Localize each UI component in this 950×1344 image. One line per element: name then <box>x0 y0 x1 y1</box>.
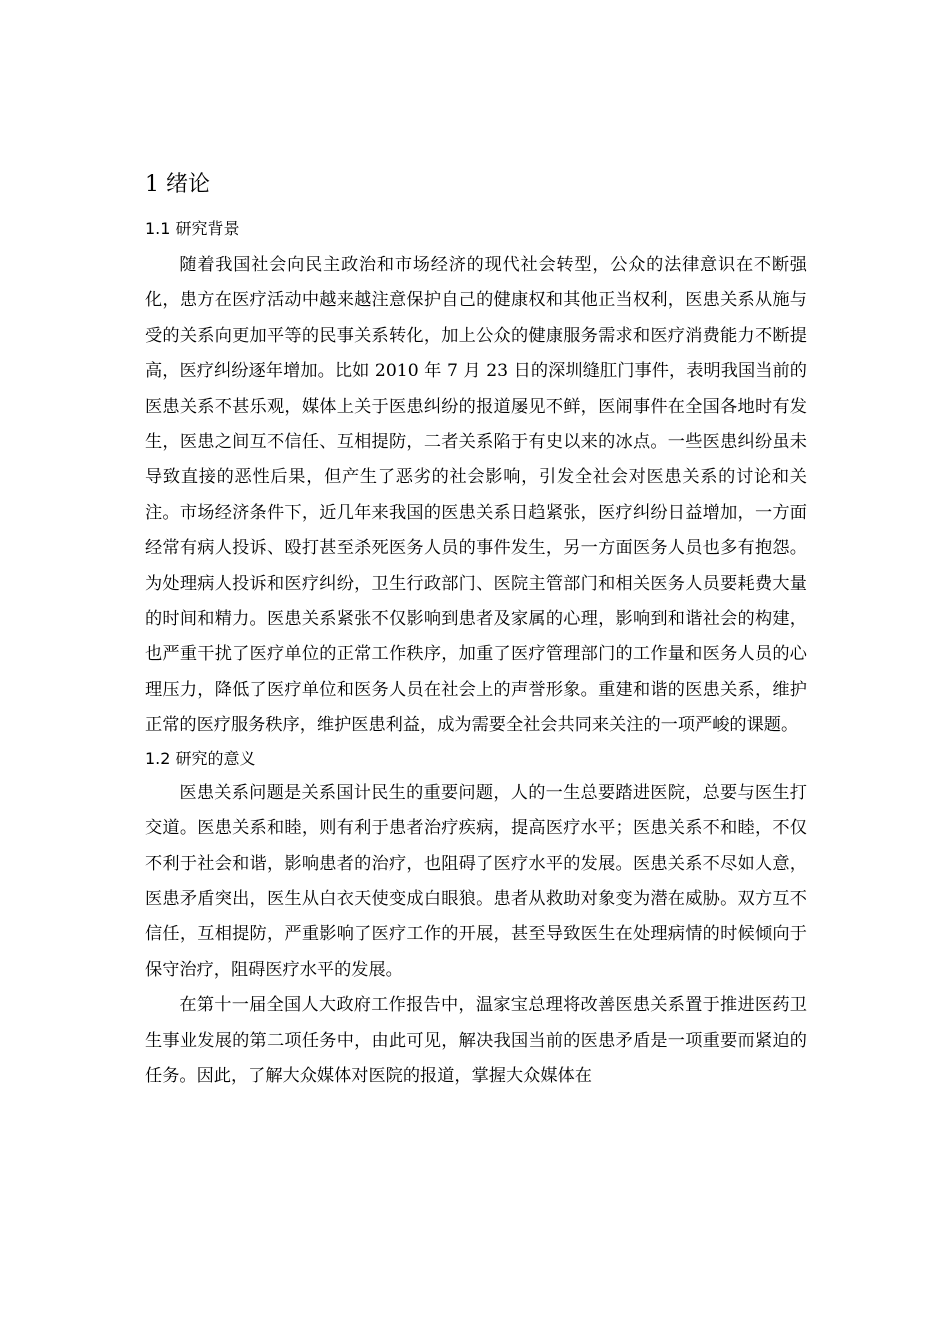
section-heading-significance: 1.2 研究的意义 <box>145 748 256 768</box>
chapter-title: 1 绪论 <box>145 172 210 197</box>
paragraph-background: 随着我国社会向民主政治和市场经济的现代社会转型，公众的法律意识在不断强化，患方在医疗活动中越来越注意保护自己的健康权和其他正当权利，医患关系从施与受的关系向更加平等的民事关系转化，加上公众的健康服务需求和医疗消费能力不断提高，医疗纠纷逐年增加。比如 2010 年 7 月 23 日的深圳缝肛门事件，表明我国当前的医患关系不甚乐观，媒体上关于医患纠纷的报道屡见不鲜，医闹事件在全国各地时有发生，医患之间互不信任、互相提防，二者关系陷于有史以来的冰点。一些医患纠纷虽未导致直接的恶性后果，但产生了恶劣的社会影响，引发全社会对医患关系的讨论和关注。市场经济条件下，近几年来我国的医患关系日趋紧张，医疗纠纷日益增加，一方面经常有病人投诉、殴打甚至杀死医务人员的事件发生，另一方面医务人员也多有抱怨。为处理病人投诉和医疗纠纷，卫生行政部门、医院主管部门和相关医务人员要耗费大量的时间和精力。医患关系紧张不仅影响到患者及家属的心理，影响到和谐社会的构建，也严重干扰了医疗单位的正常工作秩序，加重了医疗管理部门的工作量和医务人员的心理压力，降低了医疗单位和医务人员在社会上的声誉形象。重建和谐的医患关系，维护正常的医疗服务秩序，维护医患利益，成为需要全社会共同来关注的一项严峻的课题。 <box>145 255 807 736</box>
section-heading-background: 1.1 研究背景 <box>145 219 240 238</box>
paragraph-significance-2: 在第十一届全国人大政府工作报告中，温家宝总理将改善医患关系置于推进医药卫生事业发展的第二项任务中，由此可见，解决我国当前的医患矛盾是一项重要而紧迫的任务。因此，了解大众媒体对医院的报道，掌握大众媒体在 <box>145 995 807 1086</box>
paragraph-significance-1: 医患关系问题是关系国计民生的重要问题，人的一生总要踏进医院，总要与医生打交道。医患关系和睦，则有利于患者治疗疾病，提高医疗水平；医患关系不和睦，不仅不利于社会和谐，影响患者的治疗，也阻碍了医疗水平的发展。医患关系不尽如人意，医患矛盾突出，医生从白衣天使变成白眼狼。患者从救助对象变为潜在威胁。双方互不信任，互相提防，严重影响了医疗工作的开展，甚至导致医生在处理病情的时候倾向于保守治疗，阻碍医疗水平的发展。 <box>145 782 807 980</box>
document-body <box>145 168 807 1094</box>
